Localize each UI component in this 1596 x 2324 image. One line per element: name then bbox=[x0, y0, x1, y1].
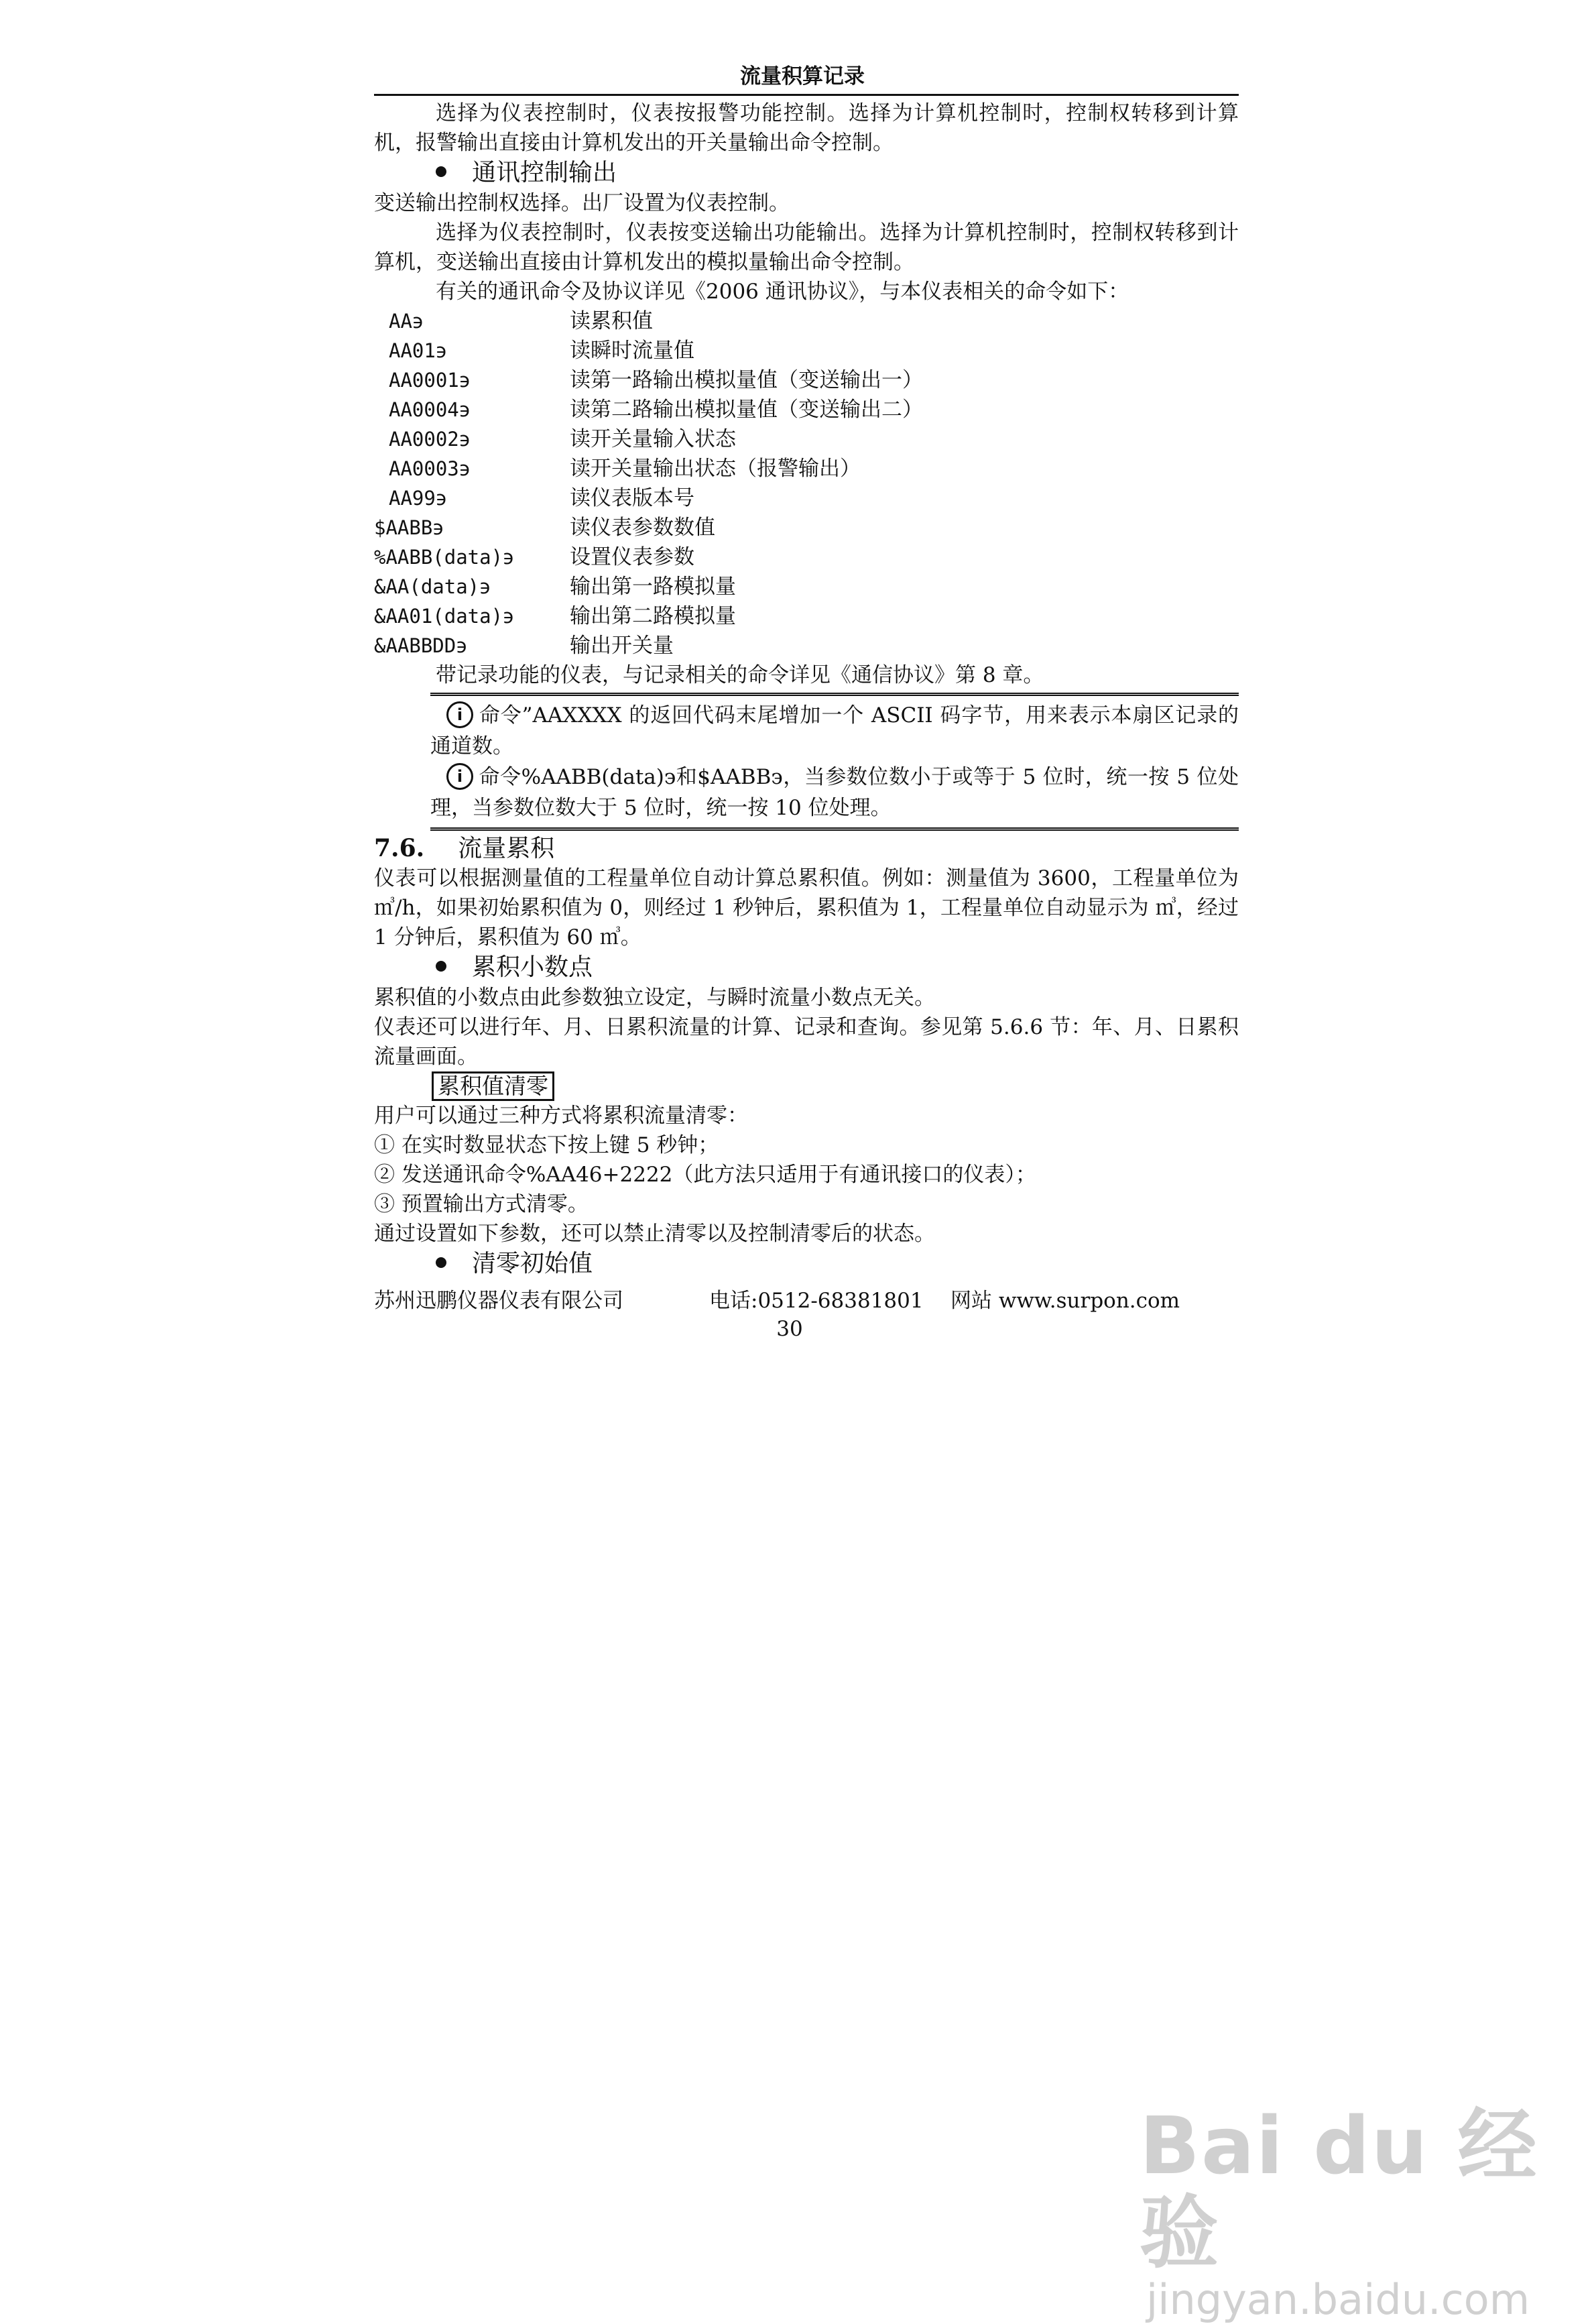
footer-company: 苏州迅鹏仪器仪表有限公司 bbox=[374, 1289, 623, 1313]
command-desc: 读累积值 bbox=[570, 309, 653, 333]
watermark-url: jingyan.baidu.com bbox=[1146, 2275, 1530, 2324]
note-item bbox=[430, 762, 1239, 823]
paragraph: 仪表还可以进行年、月、日累积流量的计算、记录和查询。参见第 5.6.6 节：年、月、日累积流量画面。 bbox=[374, 1015, 1239, 1069]
info-icon: i bbox=[446, 763, 473, 790]
command-code: $AABB϶ bbox=[374, 516, 444, 539]
command-code: AA0001϶ bbox=[389, 369, 471, 392]
command-desc: 读开关量输入状态 bbox=[570, 427, 736, 451]
command-row bbox=[374, 601, 1239, 631]
boxed-heading: 累积值清零 bbox=[432, 1071, 554, 1101]
command-row bbox=[374, 395, 1239, 424]
command-desc: 读仪表版本号 bbox=[570, 486, 694, 510]
bullet-heading-text: 累积小数点 bbox=[472, 953, 593, 981]
paragraph: 选择为仪表控制时，仪表按报警功能控制。选择为计算机控制时，控制权转移到计算机，报警输出直接由计算机发出的开关量输出命令控制。 bbox=[374, 101, 1239, 155]
command-desc: 设置仪表参数 bbox=[570, 545, 694, 569]
paragraph: 带记录功能的仪表，与记录相关的命令详见《通信协议》第 8 章。 bbox=[436, 663, 1044, 687]
command-table bbox=[374, 306, 1239, 660]
command-row bbox=[374, 631, 1239, 660]
bullet-heading-text: 清零初始值 bbox=[472, 1250, 593, 1277]
section-heading bbox=[374, 833, 1239, 864]
document-page bbox=[374, 60, 1239, 1342]
page-footer bbox=[374, 1286, 1239, 1316]
page-number: 30 bbox=[776, 1317, 803, 1341]
note-item bbox=[430, 700, 1239, 762]
paragraph: 有关的通讯命令及协议详见《2006 通讯协议》，与本仪表相关的命令如下： bbox=[436, 280, 1129, 304]
list-item: ② 发送通讯命令%AA46+2222（此方法只适用于有通讯接口的仪表）； bbox=[374, 1163, 1036, 1187]
bullet-heading-text: 通讯控制输出 bbox=[472, 159, 617, 186]
command-code: AA϶ bbox=[389, 310, 424, 333]
footer-phone: 电话:0512-68381801 bbox=[709, 1289, 924, 1313]
command-code: AA99϶ bbox=[389, 487, 448, 510]
command-row bbox=[374, 572, 1239, 601]
command-desc: 读第一路输出模拟量值（变送输出一） bbox=[570, 368, 923, 392]
bullet-heading bbox=[374, 158, 1239, 188]
note-text: 命令”AAXXXX 的返回代码末尾增加一个 ASCII 码字节，用来表示本扇区记录的通道数。 bbox=[430, 703, 1239, 758]
command-row bbox=[374, 306, 1239, 336]
command-row bbox=[374, 542, 1239, 572]
note-box bbox=[430, 693, 1239, 831]
list-item: ① 在实时数显状态下按上键 5 秒钟； bbox=[374, 1133, 719, 1157]
command-desc: 读仪表参数数值 bbox=[570, 516, 715, 540]
command-row bbox=[374, 454, 1239, 483]
paragraph: 通过设置如下参数，还可以禁止清零以及控制清零后的状态。 bbox=[374, 1222, 935, 1246]
page-header-title: 流量积算记录 bbox=[740, 64, 865, 89]
command-desc: 输出第一路模拟量 bbox=[570, 575, 736, 599]
command-code: &AA01(data)϶ bbox=[374, 605, 515, 628]
command-code: &AABBDD϶ bbox=[374, 634, 468, 657]
header-rule bbox=[374, 94, 1239, 96]
bullet-icon bbox=[436, 1257, 446, 1268]
command-desc: 输出第二路模拟量 bbox=[570, 604, 736, 628]
command-desc: 读开关量输出状态（报警输出） bbox=[570, 457, 861, 481]
command-code: AA0002϶ bbox=[389, 428, 471, 451]
section-number: 7.6. bbox=[374, 834, 425, 862]
info-icon: i bbox=[446, 701, 473, 728]
command-code: AA0004϶ bbox=[389, 398, 471, 421]
paragraph: 变送输出控制权选择。出厂设置为仪表控制。 bbox=[374, 191, 790, 215]
footer-website: 网站 www.surpon.com bbox=[950, 1289, 1180, 1313]
command-row bbox=[374, 336, 1239, 365]
watermark-brand: Bai du 经验 bbox=[1140, 2099, 1538, 2279]
bullet-heading bbox=[374, 952, 1239, 983]
command-code: AA0003϶ bbox=[389, 457, 471, 480]
command-code: &AA(data)϶ bbox=[374, 575, 491, 598]
bullet-icon bbox=[436, 961, 446, 972]
bullet-icon bbox=[436, 166, 446, 177]
command-desc: 输出开关量 bbox=[570, 634, 674, 658]
command-desc: 读瞬时流量值 bbox=[570, 339, 694, 363]
command-row bbox=[374, 365, 1239, 395]
paragraph: 仪表可以根据测量值的工程量单位自动计算总累积值。例如：测量值为 3600，工程量单位为 ㎥/h，如果初始累积值为 0，则经过 1 秒钟后，累积值为 1，工程量单位自动显示为 ㎥，经过 1 分钟后，累积值为 60 ㎥。 bbox=[374, 866, 1239, 949]
command-code: %AABB(data)϶ bbox=[374, 546, 515, 569]
list-item: ③ 预置输出方式清零。 bbox=[374, 1192, 589, 1216]
command-code: AA01϶ bbox=[389, 339, 448, 362]
command-desc: 读第二路输出模拟量值（变送输出二） bbox=[570, 398, 923, 422]
bullet-heading bbox=[374, 1248, 1239, 1279]
paragraph: 选择为仪表控制时，仪表按变送输出功能输出。选择为计算机控制时，控制权转移到计算机，变送输出直接由计算机发出的模拟量输出命令控制。 bbox=[374, 221, 1239, 274]
command-row bbox=[374, 483, 1239, 513]
paragraph: 累积值的小数点由此参数独立设定，与瞬时流量小数点无关。 bbox=[374, 986, 935, 1010]
section-title: 流量累积 bbox=[458, 835, 555, 862]
command-row bbox=[374, 513, 1239, 542]
baidu-watermark bbox=[1140, 2099, 1542, 2324]
boxed-heading-row bbox=[374, 1071, 1239, 1101]
paragraph: 用户可以通过三种方式将累积流量清零： bbox=[374, 1104, 748, 1128]
command-row bbox=[374, 424, 1239, 454]
note-text: 命令%AABB(data)϶和$AABB϶，当参数位数小于或等于 5 位时，统一按 5 位处理，当参数位数大于 5 位时，统一按 10 位处理。 bbox=[430, 765, 1239, 820]
